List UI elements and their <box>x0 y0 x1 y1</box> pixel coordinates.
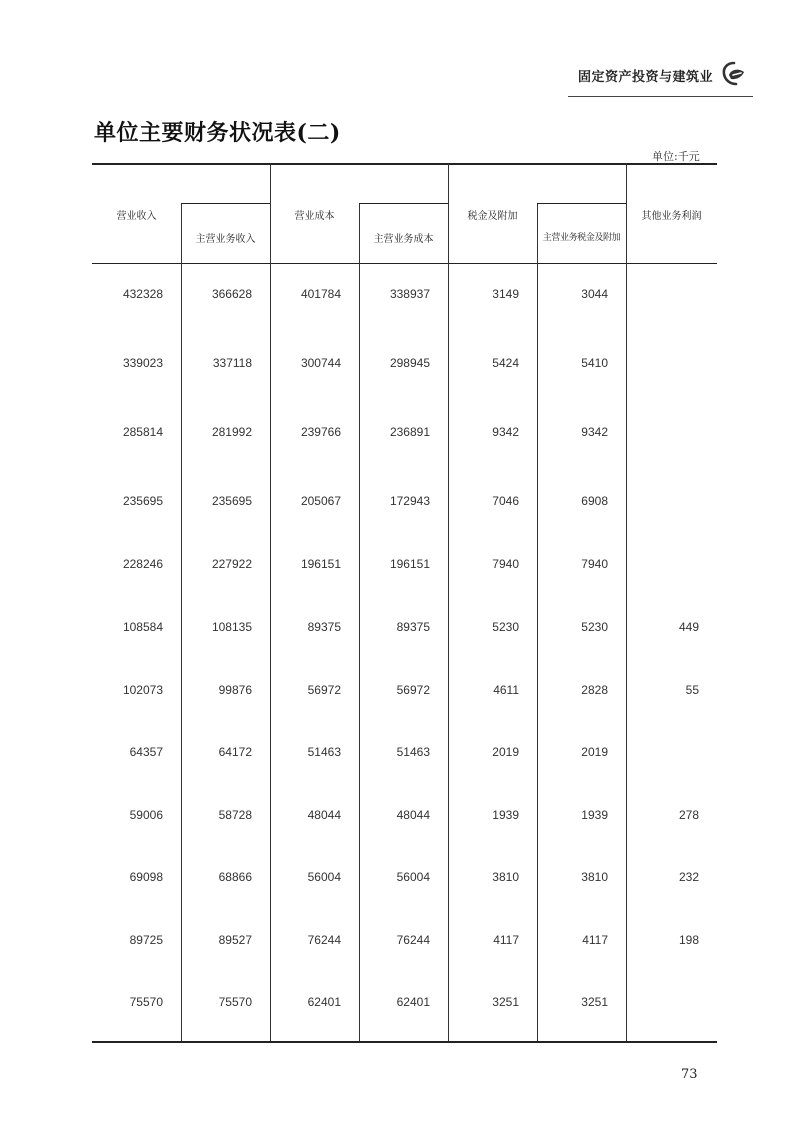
table-cell: 56972 <box>307 683 341 697</box>
unit-label: 单位:千元 <box>652 150 700 163</box>
column-header: 税金及附加 <box>467 211 518 222</box>
table-cell: 69098 <box>129 870 163 884</box>
table-cell: 9342 <box>581 425 608 439</box>
table-cell: 56004 <box>307 870 341 884</box>
table-cell: 449 <box>678 620 699 634</box>
table-cell: 5230 <box>492 620 519 634</box>
table-cell: 1939 <box>492 808 519 822</box>
table-cell: 7940 <box>492 557 519 571</box>
page-number: 73 <box>681 1067 698 1082</box>
table-cell: 285814 <box>122 425 163 439</box>
table-cell: 5424 <box>492 356 519 370</box>
table-cell: 5410 <box>581 356 608 370</box>
table-top-rule <box>92 163 717 165</box>
table-cell: 198 <box>678 933 699 947</box>
table-cell: 3810 <box>492 870 519 884</box>
column-header: 其他业务利润 <box>641 211 702 222</box>
table-bottom-rule <box>92 1041 717 1043</box>
table-cell: 3251 <box>492 995 519 1009</box>
table-cell: 51463 <box>396 745 430 759</box>
table-cell: 102073 <box>122 683 163 697</box>
table-cell: 108584 <box>122 620 163 634</box>
table-cell: 64357 <box>129 745 163 759</box>
table-cell: 432328 <box>122 287 163 301</box>
table-cell: 59006 <box>129 808 163 822</box>
financial-table <box>92 163 717 1043</box>
table-cell: 5230 <box>581 620 608 634</box>
table-cell: 56004 <box>396 870 430 884</box>
table-cell: 205067 <box>300 494 341 508</box>
table-cell: 55 <box>685 683 699 697</box>
header-rule <box>568 96 753 97</box>
table-cell: 2828 <box>581 683 608 697</box>
table-cell: 76244 <box>396 933 430 947</box>
table-cell: 75570 <box>129 995 163 1009</box>
table-cell: 339023 <box>122 356 163 370</box>
table-cell: 64172 <box>218 745 252 759</box>
section-title: 固定资产投资与建筑业 <box>577 70 713 85</box>
table-cell: 6908 <box>581 494 608 508</box>
table-cell: 4611 <box>493 683 519 697</box>
table-cell: 89527 <box>218 933 252 947</box>
column-header: 营业收入 <box>116 211 157 222</box>
column-header: 主营业务成本 <box>373 234 434 245</box>
table-cell: 228246 <box>122 557 163 571</box>
table-cell: 58728 <box>218 808 252 822</box>
page-title: 单位主要财务状况表(二) <box>94 120 341 146</box>
table-cell: 236891 <box>389 425 430 439</box>
column-header: 主营业务收入 <box>195 234 256 245</box>
table-cell: 227922 <box>211 557 252 571</box>
table-cell: 196151 <box>389 557 430 571</box>
table-cell: 1939 <box>581 808 608 822</box>
table-cell: 401784 <box>300 287 341 301</box>
table-cell: 3251 <box>581 995 608 1009</box>
table-cell: 2019 <box>581 745 608 759</box>
table-cell: 89375 <box>307 620 341 634</box>
table-cell: 89725 <box>129 933 163 947</box>
table-cell: 7940 <box>581 557 608 571</box>
table-cell: 9342 <box>492 425 519 439</box>
table-cell: 62401 <box>396 995 430 1009</box>
table-cell: 75570 <box>218 995 252 1009</box>
table-cell: 48044 <box>396 808 430 822</box>
table-cell: 68866 <box>218 870 252 884</box>
column-header: 主营业务税金及附加 <box>542 233 621 243</box>
table-cell: 196151 <box>300 557 341 571</box>
table-cell: 239766 <box>300 425 341 439</box>
column-header: 营业成本 <box>294 211 335 222</box>
table-cell: 7046 <box>492 494 519 508</box>
table-cell: 278 <box>678 808 699 822</box>
table-cell: 3810 <box>581 870 608 884</box>
subheader-rule <box>537 203 626 204</box>
table-cell: 366628 <box>211 287 252 301</box>
table-cell: 281992 <box>211 425 252 439</box>
table-cell: 4117 <box>493 933 519 947</box>
table-cell: 3044 <box>581 287 608 301</box>
table-cell: 56972 <box>396 683 430 697</box>
table-cell: 3149 <box>492 287 519 301</box>
column-divider <box>626 163 627 1041</box>
table-cell: 51463 <box>307 745 341 759</box>
table-cell: 235695 <box>122 494 163 508</box>
table-cell: 4117 <box>582 933 608 947</box>
table-cell: 172943 <box>389 494 430 508</box>
table-cell: 62401 <box>307 995 341 1009</box>
table-cell: 338937 <box>389 287 430 301</box>
table-cell: 232 <box>678 870 699 884</box>
table-cell: 99876 <box>218 683 252 697</box>
table-cell: 76244 <box>307 933 341 947</box>
table-cell: 298945 <box>389 356 430 370</box>
table-cell: 2019 <box>492 745 519 759</box>
table-cell: 337118 <box>212 356 252 370</box>
table-cell: 89375 <box>396 620 430 634</box>
table-cell: 108135 <box>211 620 252 634</box>
subheader-rule <box>359 203 448 204</box>
swirl-logo-icon <box>720 60 748 88</box>
table-cell: 235695 <box>211 494 252 508</box>
subheader-rule <box>181 203 270 204</box>
table-cell: 300744 <box>300 356 341 370</box>
table-cell: 48044 <box>307 808 341 822</box>
table-header-rule <box>92 263 717 264</box>
